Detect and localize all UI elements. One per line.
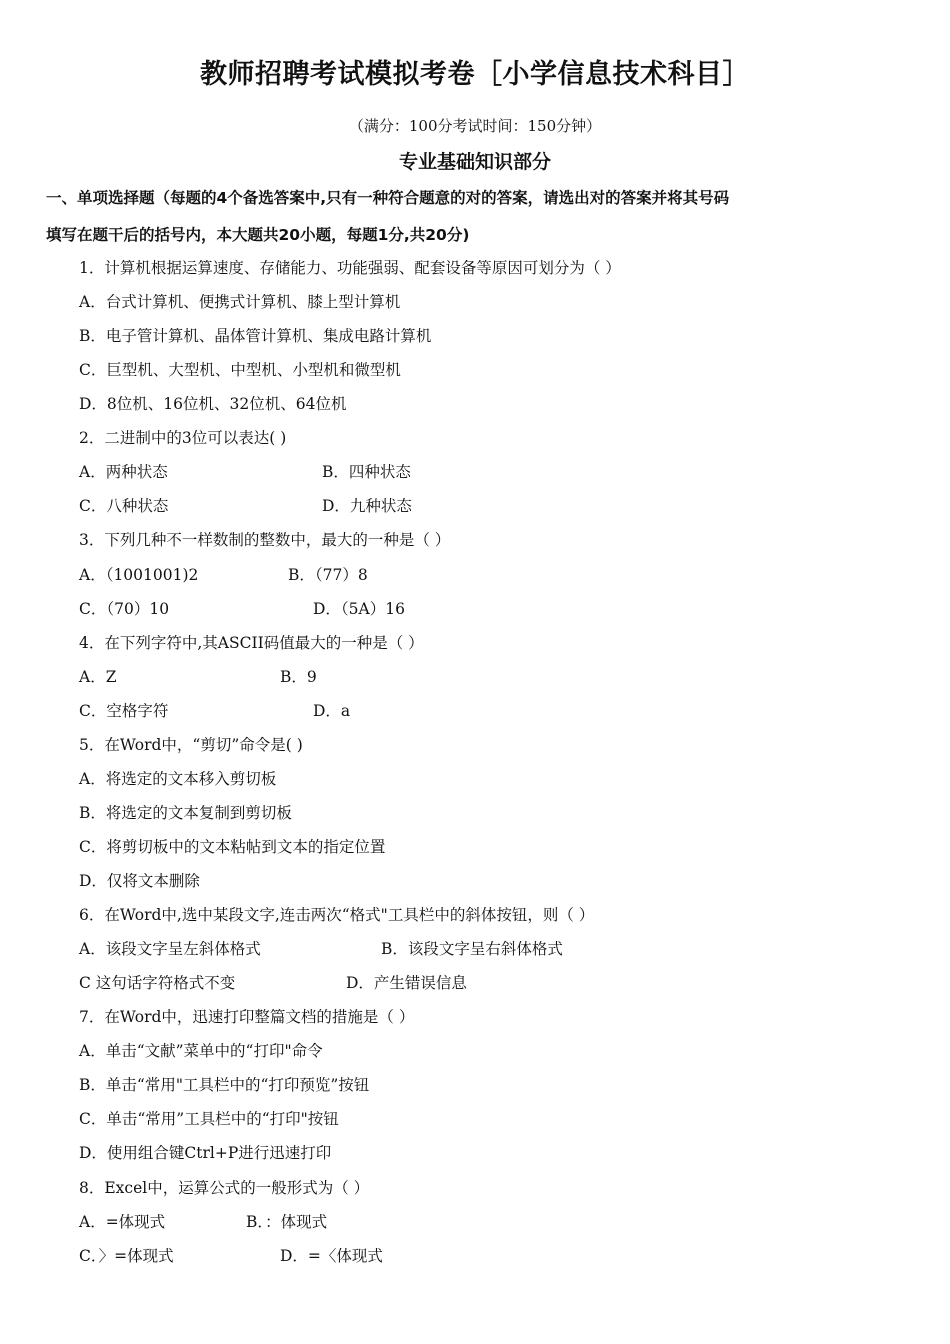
exam-title: 教师招聘考试模拟考卷［小学信息技术科目］ bbox=[200, 59, 750, 90]
instructions-line-2: 填写在题干后的括号内，本大题共20小题，每题1分,共20分) bbox=[46, 226, 470, 244]
question-6-stem: 6．在Word中,选中某段文字,连击两次“格式"工具栏中的斜体按钮，则（ ） bbox=[79, 906, 595, 924]
section-title: 专业基础知识部分 bbox=[398, 151, 551, 173]
question-5-option-a: A．将选定的文本移入剪切板 bbox=[79, 770, 277, 788]
question-2-option-a: A．两种状态 bbox=[79, 463, 168, 481]
question-3-option-b: B．（77）8 bbox=[288, 566, 368, 584]
question-2-option-b: B．四种状态 bbox=[322, 463, 411, 481]
question-6-option-b: B．该段文字呈右斜体格式 bbox=[381, 940, 563, 958]
instructions-line-1: 一、单项选择题（每题的4个备选答案中,只有一种符合题意的对的答案，请选出对的答案并将其号码 bbox=[46, 189, 730, 207]
question-8-option-d: D．=〈体现式 bbox=[280, 1247, 383, 1265]
question-7-option-a: A．单击“文献”菜单中的“打印"命令 bbox=[79, 1042, 323, 1060]
question-8-option-c: C．〉=体现式 bbox=[79, 1247, 174, 1265]
question-8-option-b: B．：体现式 bbox=[246, 1213, 328, 1231]
question-3-option-a: A．（1001001)2 bbox=[79, 566, 199, 584]
question-5-stem: 5．在Word中，“剪切”命令是( ) bbox=[79, 736, 303, 754]
question-3-option-c: C．（70）10 bbox=[79, 600, 170, 618]
question-2-option-d: D．九种状态 bbox=[322, 497, 412, 515]
exam-subtitle: （满分：100分考试时间：150分钟） bbox=[348, 117, 602, 135]
question-5-option-b: B．将选定的文本复制到剪切板 bbox=[79, 804, 292, 822]
question-4-option-b: B．9 bbox=[280, 668, 317, 686]
question-5-option-c: C．将剪切板中的文本粘帖到文本的指定位置 bbox=[79, 838, 386, 856]
question-2-stem: 2．二进制中的3位可以表达( ) bbox=[79, 429, 287, 447]
question-1-option-a: A．台式计算机、便携式计算机、膝上型计算机 bbox=[79, 293, 401, 311]
question-7-option-b: B．单击“常用"工具栏中的“打印预览”按钮 bbox=[79, 1076, 370, 1094]
question-5-option-d: D．仅将文本删除 bbox=[79, 872, 200, 890]
question-7-option-c: C．单击“常用”工具栏中的“打印"按钮 bbox=[79, 1110, 339, 1128]
question-1-option-c: C．巨型机、大型机、中型机、小型机和微型机 bbox=[79, 361, 401, 379]
question-3-option-d: D．（5A）16 bbox=[313, 600, 405, 618]
question-8-option-a: A．=体现式 bbox=[79, 1213, 166, 1231]
question-1-option-d: D．8位机、16位机、32位机、64位机 bbox=[79, 395, 347, 413]
question-4-stem: 4．在下列字符中,其ASCII码值最大的一种是（ ） bbox=[79, 634, 424, 652]
question-8-stem: 8．Excel中，运算公式的一般形式为（ ） bbox=[79, 1179, 370, 1197]
question-6-option-a: A．该段文字呈左斜体格式 bbox=[79, 940, 261, 958]
question-4-option-d: D．a bbox=[313, 702, 351, 720]
question-4-option-c: C．空格字符 bbox=[79, 702, 169, 720]
question-6-option-c: C 这句话字符格式不变 bbox=[79, 974, 236, 992]
question-2-option-c: C．八种状态 bbox=[79, 497, 169, 515]
question-3-stem: 3．下列几种不一样数制的整数中，最大的一种是（ ） bbox=[79, 531, 451, 549]
question-6-option-d: D．产生错误信息 bbox=[346, 974, 467, 992]
question-7-option-d: D．使用组合键Ctrl+P进行迅速打印 bbox=[79, 1144, 332, 1162]
question-7-stem: 7．在Word中，迅速打印整篇文档的措施是（ ） bbox=[79, 1008, 415, 1026]
question-4-option-a: A．Z bbox=[79, 668, 117, 686]
question-1-option-b: B．电子管计算机、晶体管计算机、集成电路计算机 bbox=[79, 327, 432, 345]
question-1-stem: 1．计算机根据运算速度、存储能力、功能强弱、配套设备等原因可划分为（ ） bbox=[79, 259, 621, 277]
